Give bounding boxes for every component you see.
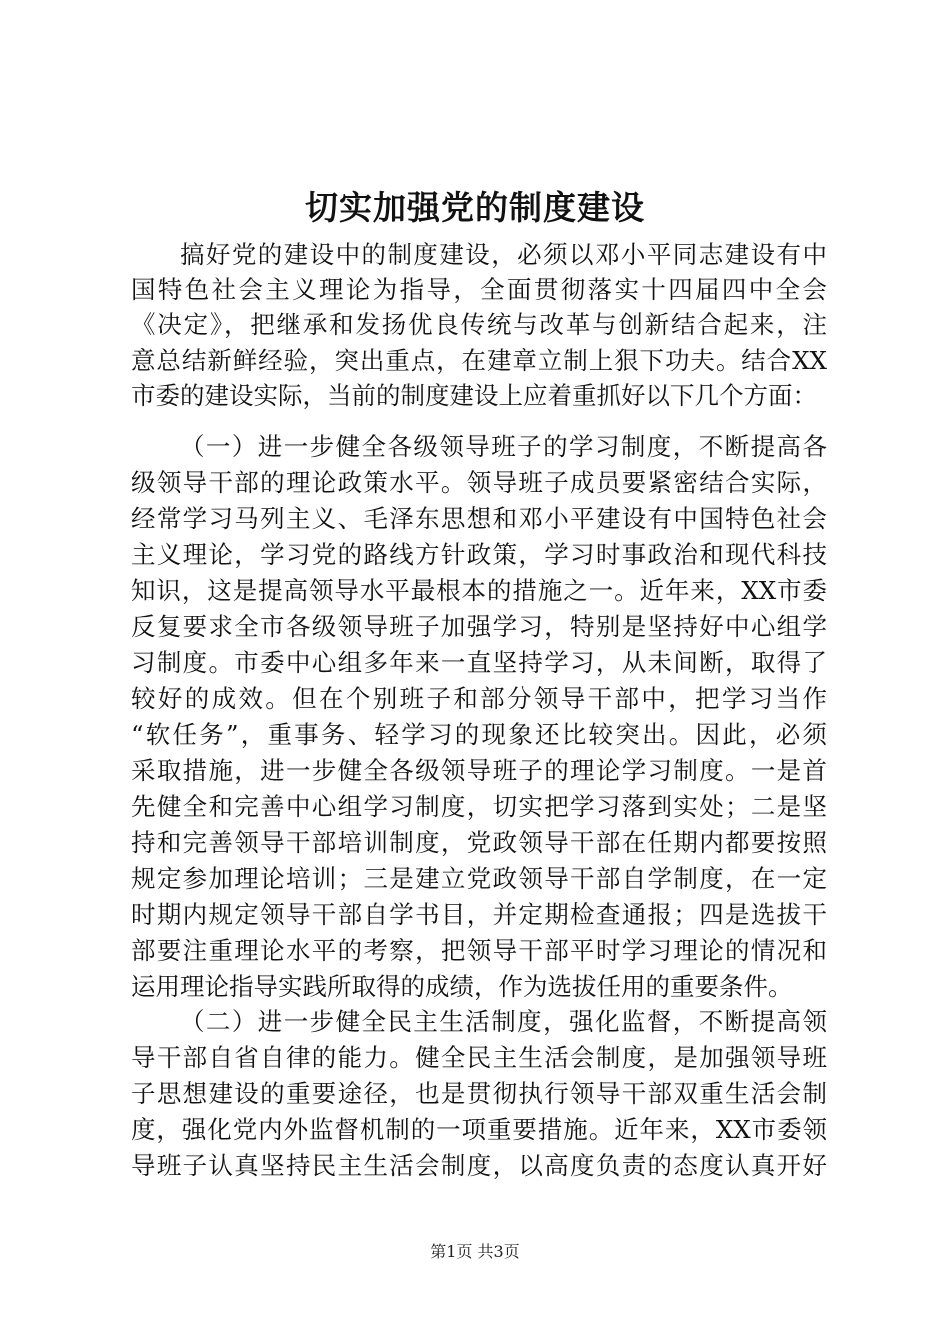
body-text-line: 反复要求全市各级领导班子加强学习，特别是坚持好中心组学 (131, 612, 827, 641)
document-title: 切实加强党的制度建设 (305, 188, 645, 227)
body-text-line: 规定参加理论培训；三是建立党政领导干部自学制度，在一定 (131, 864, 827, 893)
body-text-line: “软任务”，重事务、轻学习的现象还比较突出。因此，必须 (131, 720, 827, 749)
body-text-line: 持和完善领导干部培训制度，党政领导干部在任期内都要按照 (131, 828, 827, 857)
body-text-line: 习制度。市委中心组多年来一直坚持学习，从未间断，取得了 (131, 648, 827, 677)
body-text-line: （一）进一步健全各级领导班子的学习制度，不断提高各 (180, 432, 827, 461)
body-text-line: 《决定》，把继承和发扬优良传统与改革与创新结合起来，注 (131, 310, 827, 339)
body-text-line: 导干部自省自律的能力。健全民主生活会制度，是加强领导班 (131, 1043, 827, 1072)
body-text-line: 先健全和完善中心组学习制度，切实把学习落到实处；二是坚 (131, 792, 827, 821)
body-text-line: 意总结新鲜经验，突出重点，在建章立制上狠下功夫。结合XX (131, 346, 827, 375)
body-text-line: 搞好党的建设中的制度建设，必须以邓小平同志建设有中 (180, 240, 827, 269)
body-text-line: 部要注重理论水平的考察，把领导干部平时学习理论的情况和 (131, 936, 827, 965)
body-text-line: 运用理论指导实践所取得的成绩，作为选拔任用的重要条件。 (131, 972, 793, 1001)
body-text-line: 子思想建设的重要途径，也是贯彻执行领导干部双重生活会制 (131, 1079, 827, 1108)
body-text-line: 级领导干部的理论政策水平。领导班子成员要紧密结合实际， (131, 468, 827, 497)
body-text-line: 导班子认真坚持民主生活会制度，以高度负责的态度认真开好 (131, 1151, 827, 1180)
body-text-line: 时期内规定领导干部自学书目，并定期检查通报；四是选拔干 (131, 900, 827, 929)
body-text-line: （二）进一步健全民主生活制度，强化监督，不断提高领 (180, 1007, 827, 1036)
body-text-line: 较好的成效。但在个别班子和部分领导干部中，把学习当作 (131, 684, 827, 713)
body-text-line: 市委的建设实际，当前的制度建设上应着重抓好以下几个方面： (131, 381, 817, 410)
page-footer: 第1页 共3页 (430, 1242, 520, 1261)
body-text-line: 国特色社会主义理论为指导，全面贯彻落实十四届四中全会 (131, 275, 827, 304)
body-text-line: 主义理论，学习党的路线方针政策，学习时事政治和现代科技 (131, 540, 827, 569)
body-text-line: 采取措施，进一步健全各级领导班子的理论学习制度。一是首 (131, 756, 827, 785)
body-text-line: 经常学习马列主义、毛泽东思想和邓小平建设有中国特色社会 (131, 504, 827, 533)
body-text-line: 度，强化党内外监督机制的一项重要措施。近年来，XX市委领 (131, 1115, 827, 1144)
body-text-line: 知识，这是提高领导水平最根本的措施之一。近年来，XX市委 (131, 576, 827, 605)
